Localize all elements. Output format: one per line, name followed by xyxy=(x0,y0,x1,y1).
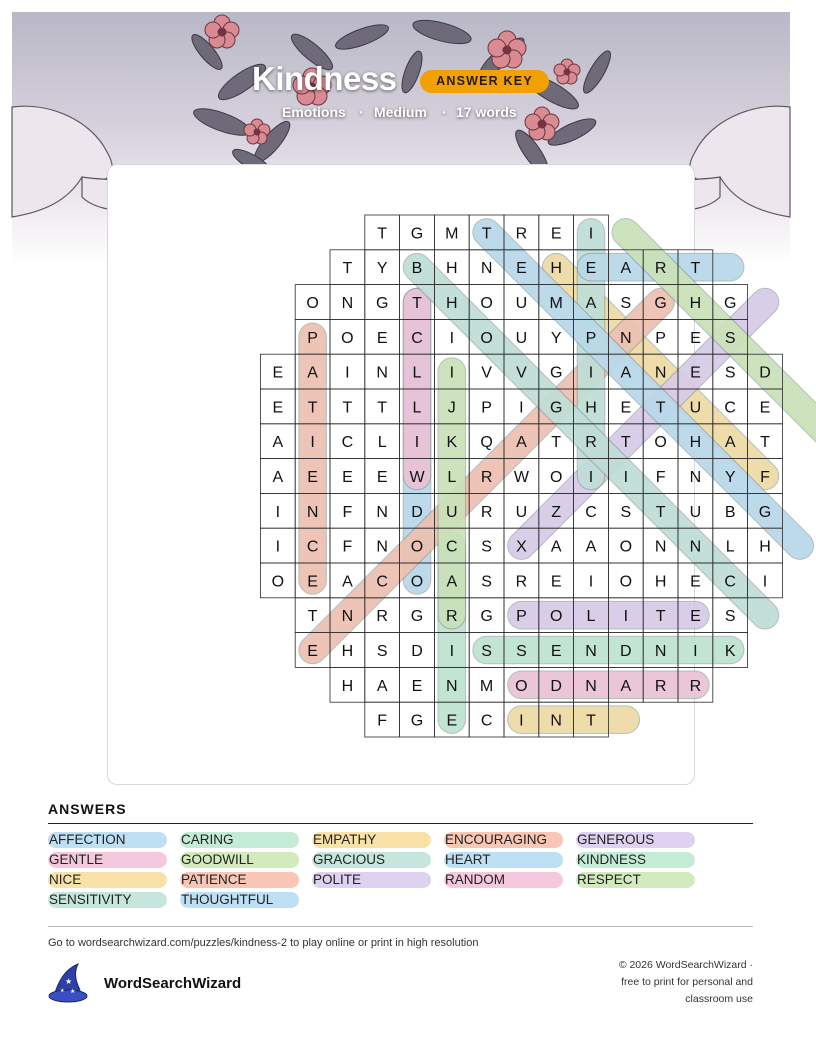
grid-letter: N xyxy=(376,538,388,556)
grid-letter: O xyxy=(654,434,667,452)
grid-letter: B xyxy=(724,503,736,521)
grid-letter: E xyxy=(620,399,632,417)
grid-letter: H xyxy=(689,434,702,452)
grid-letter: H xyxy=(689,295,702,312)
grid-letter: G xyxy=(549,399,563,417)
grid-letter: T xyxy=(342,260,353,278)
grid-letter: N xyxy=(306,503,319,521)
grid-letter: L xyxy=(412,364,422,382)
grid-letter: S xyxy=(620,503,632,521)
grid-letter: Y xyxy=(550,329,562,347)
grid-letter: I xyxy=(414,434,420,452)
grid-letter: U xyxy=(515,503,528,521)
grid-letter: R xyxy=(654,677,667,695)
grid-letter: G xyxy=(375,295,389,312)
grid-letter: M xyxy=(479,677,494,695)
grid-letter: A xyxy=(724,434,736,452)
svg-text:★: ★ xyxy=(65,977,73,986)
grid-letter: K xyxy=(724,643,736,660)
grid-letter: O xyxy=(619,538,633,556)
grid-letter: R xyxy=(515,225,528,243)
grid-letter: C xyxy=(446,538,458,556)
grid-letter: L xyxy=(725,538,735,556)
grid-letter: G xyxy=(480,608,493,626)
svg-text:★: ★ xyxy=(70,988,76,995)
answer-word: GENEROUS xyxy=(576,832,695,848)
footer-url-text: Go to wordsearchwizard.com/puzzles/kindness-2 to play online or print in high resolution xyxy=(48,937,479,949)
grid-letter: N xyxy=(654,643,667,660)
grid-letter: T xyxy=(620,434,631,452)
grid-letter: Y xyxy=(376,260,388,278)
grid-letter: U xyxy=(689,399,702,417)
answer-word: EMPATHY xyxy=(312,832,431,848)
answer-word: RANDOM xyxy=(444,872,563,888)
answer-word: CARING xyxy=(180,832,299,848)
grid-letter: N xyxy=(341,295,354,312)
grid-letter: I xyxy=(449,364,455,382)
grid-letter: Z xyxy=(551,503,562,521)
grid-letter: O xyxy=(410,573,424,591)
footer-divider xyxy=(48,926,753,927)
grid-letter: T xyxy=(307,608,318,626)
grid-letter: T xyxy=(377,399,388,417)
grid-letter: E xyxy=(272,399,284,417)
grid-letter: N xyxy=(689,538,702,556)
grid-letter: E xyxy=(516,260,527,278)
copyright-line: © 2026 WordSearchWizard · xyxy=(618,959,753,971)
grid-letter: N xyxy=(620,329,632,347)
grid-letter: T xyxy=(551,434,562,452)
grid-letter: P xyxy=(307,329,318,347)
grid-letter: I xyxy=(449,643,455,660)
grid-letter: K xyxy=(446,434,458,452)
grid-letter: H xyxy=(759,538,771,556)
grid-letter: E xyxy=(446,712,458,730)
grid-letter: N xyxy=(376,503,388,521)
category-label: Emotions xyxy=(282,104,346,120)
grid-letter: T xyxy=(412,295,422,312)
answer-word: NICE xyxy=(48,872,167,888)
wizard-hat-icon xyxy=(48,962,92,1004)
grid-letter: S xyxy=(724,329,736,347)
grid-letter: O xyxy=(480,329,493,347)
grid-letter: T xyxy=(655,608,666,626)
grid-letter: X xyxy=(516,538,527,556)
grid-letter: I xyxy=(310,434,315,452)
puzzle-meta xyxy=(0,104,816,124)
grid-letter: I xyxy=(623,608,629,626)
grid-letter: T xyxy=(690,260,701,278)
grid-letter: E xyxy=(307,573,318,591)
grid-letter: A xyxy=(307,364,318,382)
grid-letter: H xyxy=(654,573,667,591)
grid-letter: U xyxy=(446,503,458,521)
grid-letter: R xyxy=(446,608,458,626)
grid-letter: I xyxy=(519,399,524,417)
grid-letter: G xyxy=(410,608,424,626)
puzzle-card xyxy=(107,164,772,785)
grid-letter: W xyxy=(409,469,425,486)
grid-letter: M xyxy=(445,225,459,243)
grid-letter: L xyxy=(412,399,422,417)
word-search-grid xyxy=(108,165,772,786)
grid-letter: L xyxy=(447,469,457,486)
difficulty-label: Medium xyxy=(374,104,427,120)
title-row xyxy=(0,58,816,102)
grid-letter: W xyxy=(513,469,529,486)
grid-letter: S xyxy=(481,643,492,660)
grid-letter: P xyxy=(655,329,666,347)
grid-letter: R xyxy=(654,260,667,278)
grid-letter: I xyxy=(275,538,281,556)
grid-letter: O xyxy=(515,677,528,695)
grid-letter: O xyxy=(306,295,319,312)
grid-letter: R xyxy=(480,503,493,521)
grid-letter: R xyxy=(585,434,597,452)
grid-letter: I xyxy=(345,364,350,382)
grid-letter: F xyxy=(760,469,770,486)
grid-letter: C xyxy=(724,573,736,591)
grid-letter: P xyxy=(585,329,597,347)
grid-letter: G xyxy=(549,364,563,382)
grid-letter: Y xyxy=(724,469,736,486)
answer-word: GRACIOUS xyxy=(312,852,431,868)
grid-letter: E xyxy=(376,329,388,347)
answer-word: PATIENCE xyxy=(180,872,299,888)
word-count-label: 17 words xyxy=(456,104,517,120)
grid-letter: I xyxy=(588,225,594,243)
grid-letter: I xyxy=(693,643,698,660)
grid-letter: A xyxy=(585,538,597,556)
grid-letter: T xyxy=(307,399,318,417)
grid-letter: C xyxy=(376,573,388,591)
grid-letter: E xyxy=(585,260,597,278)
grid-letter: Q xyxy=(480,434,493,452)
grid-letter: I xyxy=(275,503,281,521)
grid-letter: R xyxy=(480,469,493,486)
grid-letter: N xyxy=(654,364,667,382)
answer-word: THOUGHTFUL xyxy=(180,892,299,908)
grid-letter: A xyxy=(376,677,388,695)
grid-letter: T xyxy=(377,225,388,243)
grid-letter: N xyxy=(585,643,597,660)
grid-letter: H xyxy=(446,260,458,278)
answer-word: AFFECTION xyxy=(48,832,167,848)
grid-letter: A xyxy=(272,469,284,486)
answers-heading: ANSWERS xyxy=(48,801,127,817)
svg-text:★: ★ xyxy=(60,988,65,994)
answer-word: ENCOURAGING xyxy=(444,832,563,848)
grid-letter: F xyxy=(377,712,388,730)
grid-letter: N xyxy=(654,538,667,556)
grid-letter: A xyxy=(272,434,284,452)
grid-letter: T xyxy=(655,503,666,521)
grid-letter: S xyxy=(620,295,632,312)
page-title: Kindness xyxy=(252,60,397,97)
grid-letter: D xyxy=(411,503,423,521)
grid-letter: A xyxy=(620,364,632,382)
grid-letter: M xyxy=(549,295,563,312)
grid-letter: E xyxy=(550,643,562,660)
grid-letter: E xyxy=(690,573,701,591)
grid-letter: E xyxy=(307,469,318,486)
answer-word: RESPECT xyxy=(576,872,695,888)
answer-word: GENTLE xyxy=(48,852,167,868)
grid-letter: C xyxy=(306,538,319,556)
grid-letter: C xyxy=(585,503,597,521)
answers-list xyxy=(48,832,753,912)
grid-letter: U xyxy=(689,503,702,521)
grid-letter: C xyxy=(480,712,493,730)
grid-letter: H xyxy=(341,643,354,660)
answer-word: GOODWILL xyxy=(180,852,299,868)
grid-letter: F xyxy=(342,503,353,521)
grid-letter: E xyxy=(690,608,701,626)
copyright-notice xyxy=(563,957,753,1008)
grid-letter: A xyxy=(550,538,562,556)
grid-letter: I xyxy=(588,364,594,382)
grid-letter: T xyxy=(760,434,770,452)
grid-letter: D xyxy=(620,643,632,660)
grid-letter: E xyxy=(759,399,771,417)
grid-letter: R xyxy=(689,677,702,695)
grid-letter: U xyxy=(515,295,528,312)
grid-letter: A xyxy=(620,260,632,278)
grid-letter: O xyxy=(549,608,563,626)
grid-letter: S xyxy=(481,538,492,556)
grid-letter: S xyxy=(481,573,492,591)
grid-letter: S xyxy=(376,643,388,660)
grid-letter: O xyxy=(619,573,633,591)
grid-letter: E xyxy=(690,329,701,347)
grid-letter: A xyxy=(516,434,527,452)
grid-letter: O xyxy=(549,469,563,486)
answer-key-badge: ANSWER KEY xyxy=(420,70,549,93)
grid-letter: E xyxy=(272,364,284,382)
grid-letter: P xyxy=(481,399,492,417)
grid-letter: V xyxy=(516,364,527,382)
grid-letter: I xyxy=(519,712,524,730)
grid-letter: L xyxy=(586,608,596,626)
copyright-line: free to print for personal and xyxy=(621,976,753,988)
grid-letter: T xyxy=(342,399,353,417)
grid-letter: D xyxy=(759,364,771,382)
grid-letter: C xyxy=(724,399,736,417)
grid-letter: O xyxy=(271,573,285,591)
grid-letter: E xyxy=(550,573,562,591)
grid-letter: H xyxy=(585,399,597,417)
grid-letter: E xyxy=(342,469,353,486)
grid-letter: O xyxy=(410,538,424,556)
grid-letter: O xyxy=(341,329,354,347)
grid-letter: N xyxy=(550,712,562,730)
grid-letter: I xyxy=(623,469,629,486)
grid-letter: A xyxy=(620,677,632,695)
grid-letter: N xyxy=(341,608,354,626)
grid-letter: O xyxy=(480,295,493,312)
grid-letter: J xyxy=(447,399,456,417)
grid-letter: A xyxy=(342,573,353,591)
grid-letter: A xyxy=(585,295,597,312)
grid-letter: N xyxy=(376,364,388,382)
meta-separator: · xyxy=(359,104,364,120)
grid-letter: H xyxy=(446,295,458,312)
grid-letter: R xyxy=(376,608,388,626)
grid-letter: G xyxy=(723,295,737,312)
grid-letter: T xyxy=(655,399,666,417)
brand-logo xyxy=(48,962,268,1004)
grid-letter: V xyxy=(481,364,492,382)
grid-letter: D xyxy=(550,677,562,695)
grid-letter: F xyxy=(342,538,353,556)
grid-letter: N xyxy=(689,469,702,486)
meta-separator: · xyxy=(442,104,447,120)
grid-letter: E xyxy=(690,364,701,382)
answer-word: SENSITIVITY xyxy=(48,892,167,908)
grid-letter: R xyxy=(515,573,528,591)
grid-letter: C xyxy=(341,434,354,452)
grid-letter: A xyxy=(446,573,458,591)
grid-letter: S xyxy=(724,364,736,382)
answer-word: KINDNESS xyxy=(576,852,695,868)
grid-letter: D xyxy=(411,643,423,660)
grid-letter: N xyxy=(585,677,597,695)
grid-letter: E xyxy=(411,677,423,695)
grid-letter: B xyxy=(411,260,423,278)
grid-letter: H xyxy=(550,260,562,278)
grid-letter: E xyxy=(307,643,318,660)
grid-letter: L xyxy=(377,434,387,452)
grid-letter: I xyxy=(588,573,594,591)
brand-name: WordSearchWizard xyxy=(104,975,242,992)
grid-letter: G xyxy=(654,295,667,312)
grid-letter: T xyxy=(481,225,492,243)
grid-letter: P xyxy=(516,608,527,626)
grid-letter: G xyxy=(410,225,424,243)
answer-word: POLITE xyxy=(312,872,431,888)
grid-letter: C xyxy=(411,329,423,347)
grid-letter: G xyxy=(410,712,424,730)
grid-letter: S xyxy=(724,608,736,626)
grid-letter: N xyxy=(480,260,493,278)
grid-letter: H xyxy=(341,677,354,695)
grid-letter: F xyxy=(655,469,666,486)
copyright-line: classroom use xyxy=(685,993,753,1005)
grid-letter: I xyxy=(588,469,594,486)
answers-divider xyxy=(48,823,753,824)
grid-letter: U xyxy=(515,329,528,347)
answer-word: HEART xyxy=(444,852,563,868)
grid-letter: S xyxy=(516,643,527,660)
grid-letter: N xyxy=(446,677,458,695)
grid-letter: G xyxy=(758,503,772,521)
grid-letter: E xyxy=(550,225,562,243)
grid-letter: I xyxy=(762,573,768,591)
grid-letter: E xyxy=(376,469,388,486)
grid-letter: I xyxy=(449,329,455,347)
grid-letter: T xyxy=(586,712,596,730)
